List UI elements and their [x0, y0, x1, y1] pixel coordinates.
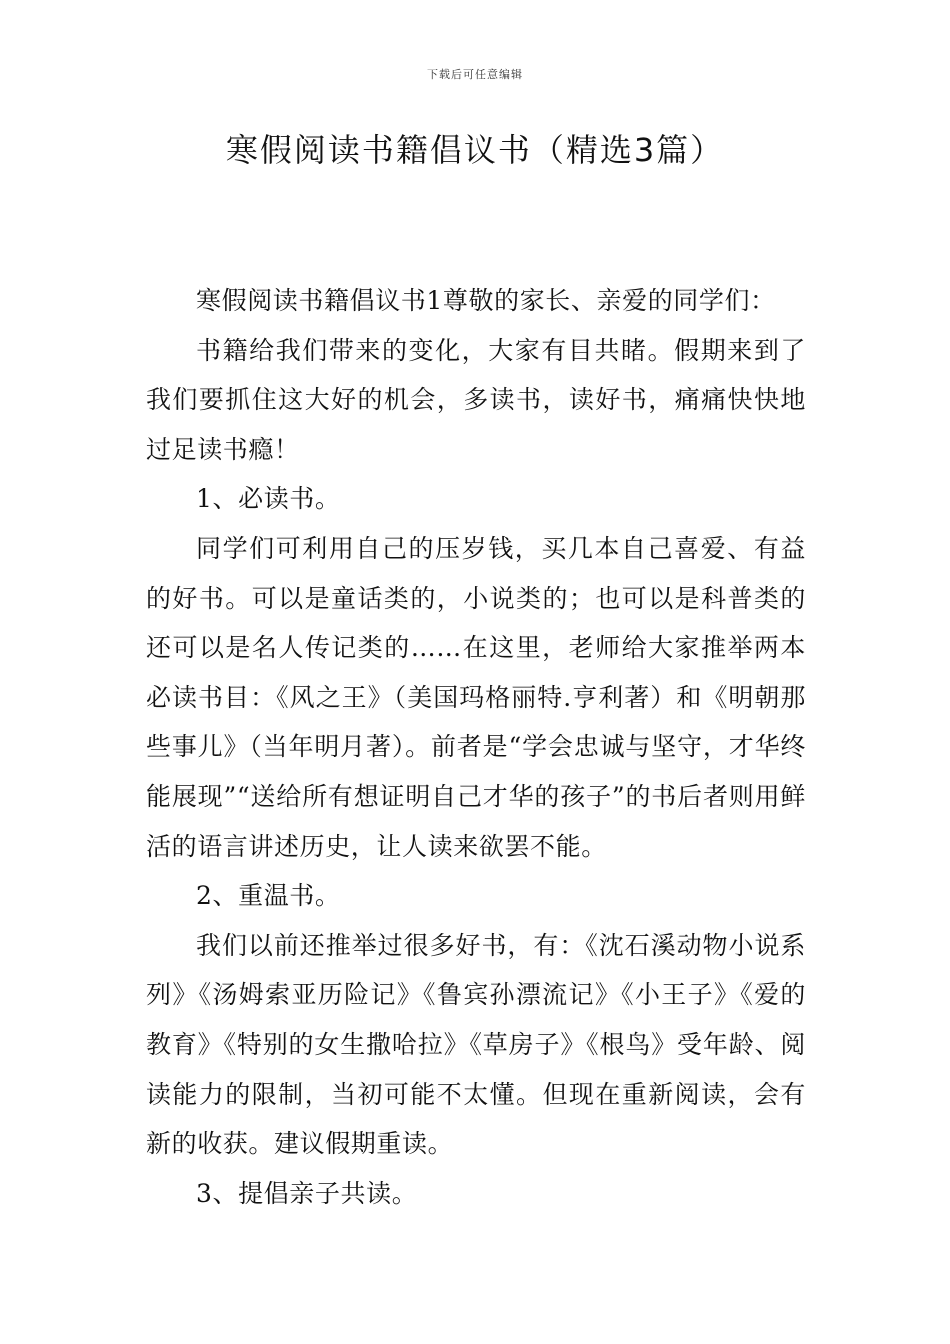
document-title: 寒假阅读书籍倡议书（精选3篇） — [225, 131, 725, 169]
section-heading-family-reading: 3、提倡亲子共读。 — [196, 1178, 418, 1208]
section-heading-reread-books: 2、重温书。 — [196, 881, 341, 911]
section-heading-required-books: 1、必读书。 — [196, 484, 341, 514]
paragraph-salutation: 寒假阅读书籍倡议书1尊敬的家长、亲爱的同学们： — [196, 286, 776, 315]
paragraph-reread-books: 我们以前还推举过很多好书，有：《沈石溪动物小说系列》《汤姆索亚历险记》《鲁宾孙漂流记》《小王子》《爱的教育》《特别的女生撒哈拉》《草房子》《根鸟》受年龄、阅读能力的限制，当初可能不太懂。但现在重新阅读，会有新的收获。建议假期重读。 — [146, 930, 806, 1159]
paragraph-required-books: 同学们可利用自己的压岁钱，买几本自己喜爱、有益的好书。可以是童话类的，小说类的；也可以是科普类的还可以是名人传记类的……在这里，老师给大家推举两本必读书目：《风之王》（美国玛格丽特.亨利著）和《明朝那些事儿》（当年明月著）。前者是“学会忠诚与坚守，才华终能展现”“送给所有想证明自己才华的孩子”的书后者则用鲜活的语言讲述历史，让人读来欲罢不能。 — [146, 533, 806, 861]
document-body — [146, 276, 806, 1218]
paragraph-intro: 书籍给我们带来的变化，大家有目共睹。假期来到了我们要抓住这大好的机会，多读书，读好书，痛痛快快地过足读书瘾！ — [146, 335, 806, 464]
header-note: 下载后可任意编辑 — [427, 68, 523, 81]
